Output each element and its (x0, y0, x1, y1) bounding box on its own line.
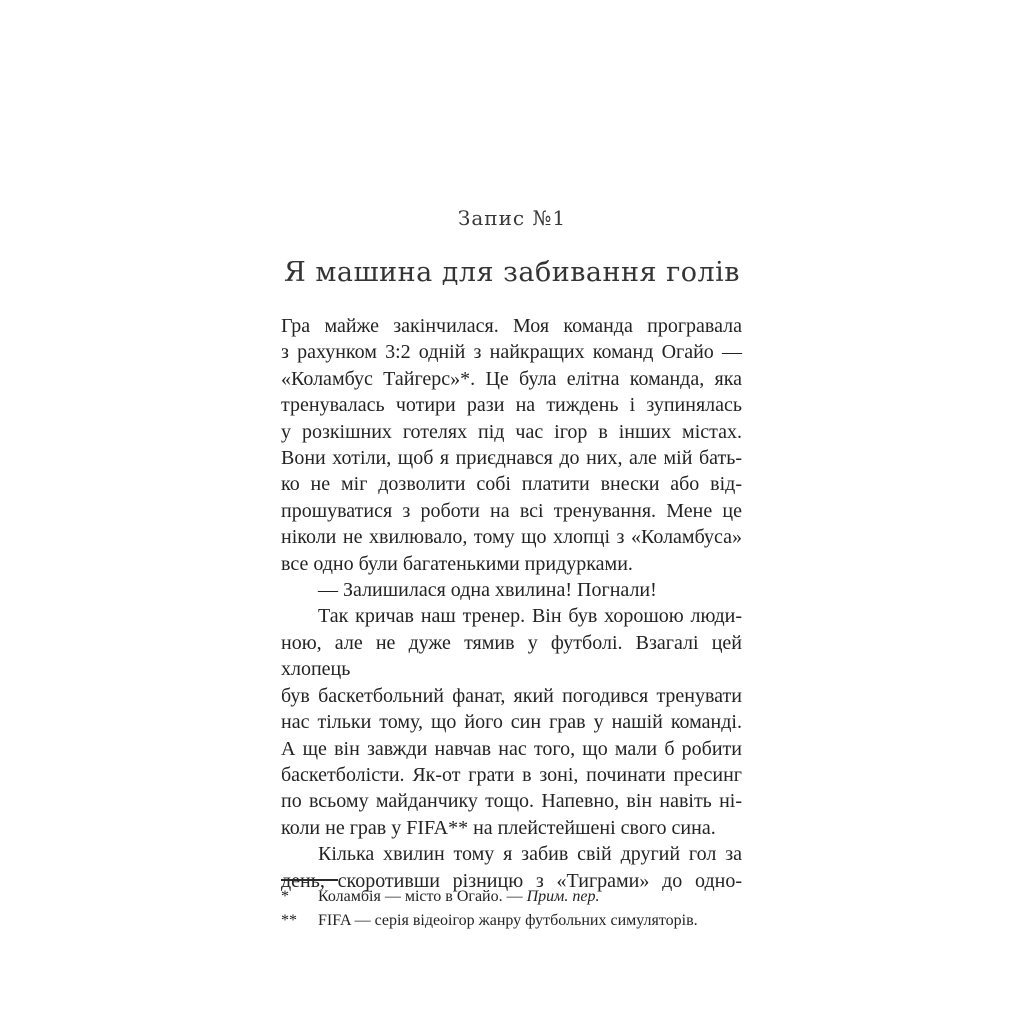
body-line: день, скоротивши різницю з «Тиграми» до одно- (281, 869, 742, 892)
body-line: А ще він завжди навчав нас того, що мали б робити (281, 737, 742, 760)
footnote-translator-note: Прим. пер. (526, 888, 600, 905)
chapter-title: Я машина для забивання голів (283, 257, 741, 288)
body-line: ніколи не хвилювало, тому що хлопці з «Коламбуса» (281, 526, 742, 549)
body-line: все одно були багатенькими придурками. (281, 552, 633, 575)
body-line: з рахунком 3:2 одній з найкращих команд Огайо — (281, 341, 742, 364)
body-text (281, 313, 742, 894)
body-line: ною, але не дуже тямив у футболі. Взагалі цей хлопець (281, 631, 742, 681)
footnote-separator (281, 879, 338, 881)
body-line: тренувалась чотири рази на тиждень і зупинялась (281, 394, 742, 417)
body-line: Так кричав наш тренер. Він був хорошою люди- (318, 605, 742, 628)
footnote-marker: * (281, 888, 289, 905)
body-line: «Коламбус Тайгерс»*. Це була елітна команда, яка (281, 367, 742, 390)
body-line: був баскетбольний фанат, який погодився тренувати (281, 684, 742, 707)
footnote-list (281, 885, 742, 933)
paragraph (281, 577, 742, 603)
footnote-text: FIFA — серія відеоігор жанру футбольних симуляторів. (318, 912, 698, 929)
body-line: Вони хотіли, щоб я приєднався до них, але мій бать- (281, 447, 742, 470)
footnote-marker: ** (281, 912, 297, 929)
footnote-item (281, 885, 742, 909)
body-line: по всьому майданчику тощо. Напевно, він навіть ні- (281, 790, 742, 813)
body-line: ко не міг дозволити собі платити внески або від- (281, 473, 742, 496)
body-line: — Залишилася одна хвилина! Погнали! (318, 579, 657, 602)
body-line: нас тільки тому, що його син грав у нашій команді. (281, 711, 742, 734)
paragraph (281, 313, 742, 577)
body-line: у розкішних готелях під час ігор в інших містах. (281, 420, 742, 443)
chapter-heading: Запис №1 (457, 206, 567, 230)
body-line: Гра майже закінчилася. Моя команда програвала (281, 315, 742, 337)
body-line: баскетболісти. Як-от грати в зоні, починати пресинг (281, 763, 742, 786)
body-line: Кілька хвилин тому я забив свій другий гол за (318, 843, 742, 866)
paragraph (281, 603, 742, 841)
body-line: коли не грав у FIFA** на плейстейшені свого сина. (281, 816, 716, 839)
footnote-item (281, 909, 742, 933)
body-line: прошуватися з роботи на всі тренування. Мене це (281, 499, 742, 522)
footnote-text: Коламбія — місто в Огайо. — Прим. пер. (318, 888, 600, 905)
